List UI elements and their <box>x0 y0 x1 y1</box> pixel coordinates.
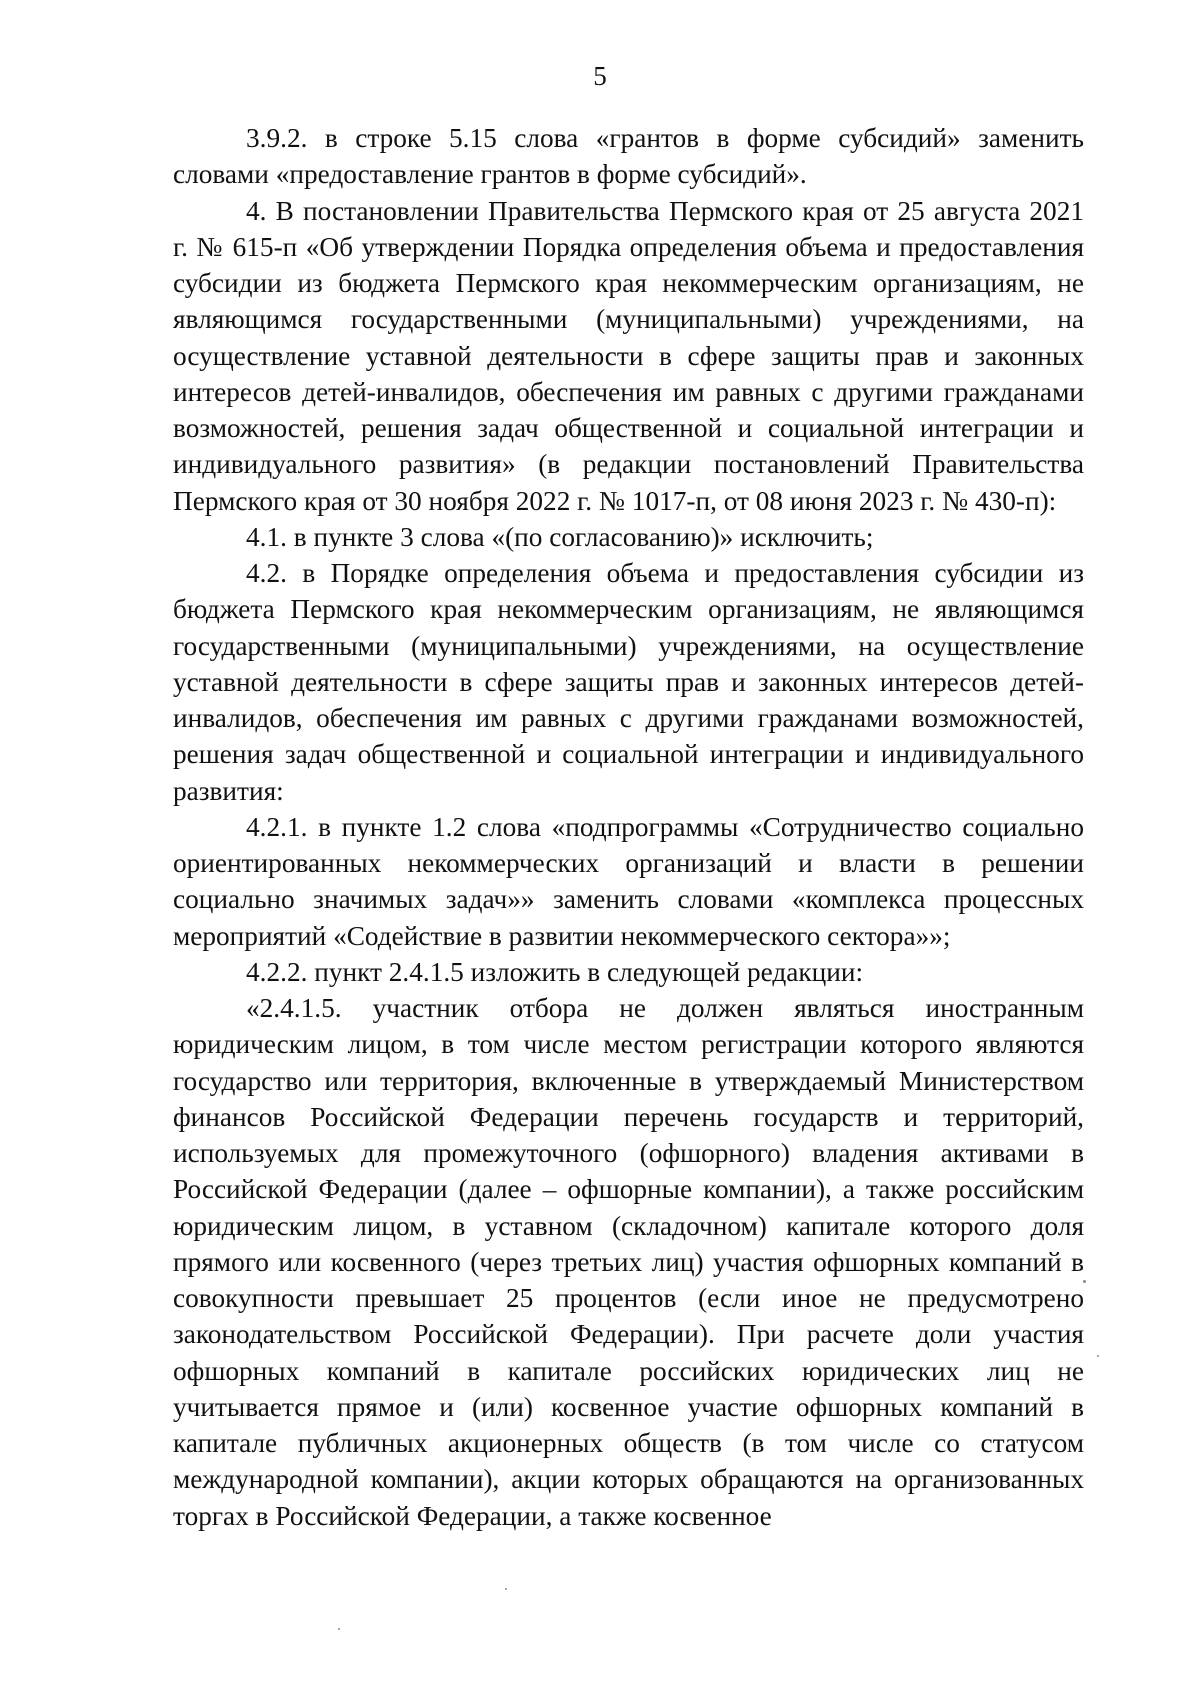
document-body <box>173 120 1084 1534</box>
paragraph-4-2-1: 4.2.1. в пункте 1.2 слова «подпрограммы «Сотрудничество социально ориентированных некоммерческих организаций и власти в решении социально значимых задач»» заменить словами «комплекса процессных мероприятий «Содействие в развитии некоммерческого сектора»»; <box>173 811 1084 951</box>
scan-speck <box>338 1628 340 1630</box>
paragraph-4-2-2: 4.2.2. пункт 2.4.1.5 изложить в следующей редакции: <box>246 956 864 987</box>
scan-speck <box>1097 1355 1099 1357</box>
paragraph-4-1: 4.1. в пункте 3 слова «(по согласованию)» исключить; <box>246 521 874 552</box>
paragraph-4: 4. В постановлении Правительства Пермского края от 25 августа 2021 г. № 615-п «Об утверждении Порядка определения объема и предоставления субсидии из бюджета Пермского края некоммерческим организациям, не являющимся государственными (муниципальными) учреждениями, на осуществление уставной деятельности в сфере защиты прав и законных интересов детей-инвалидов, обеспечения им равных с другими гражданами возможностей, решения задач общественной и социальной интеграции и индивидуального развития» (в редакции постановлений Правительства Пермского края от 30 ноября 2022 г. № 1017-п, от 08 июня 2023 г. № 430-п): <box>173 195 1084 516</box>
scan-speck <box>505 1588 507 1590</box>
paragraph-4-2: 4.2. в Порядке определения объема и предоставления субсидии из бюджета Пермского края некоммерческим организациям, не являющимся государственными (муниципальными) учреждениями, на осуществление уставной деятельности в сфере защиты прав и законных интересов детей-инвалидов, обеспечения им равных с другими гражданами возможностей, решения задач общественной и социальной интеграции и индивидуального развития: <box>173 558 1084 806</box>
paragraph-2-4-1-5: «2.4.1.5. участник отбора не должен являться иностранным юридическим лицом, в том числе местом регистрации которого являются государство или территория, включенные в утверждаемый Министерством финансов Российской Федерации перечень государств и территорий, используемых для промежуточного (офшорного) владения активами в Российской Федерации (далее – офшорные компании), а также российским юридическим лицом, в уставном (складочном) капитале которого доля прямого или косвенного (через третьих лиц) участия офшорных компаний в совокупности превышает 25 процентов (если иное не предусмотрено законодательством Российской Федерации). При расчете доли участия офшорных компаний в капитале российских юридических лиц не учитывается прямое и (или) косвенное участие офшорных компаний в капитале публичных акционерных обществ (в том числе со статусом международной компании), акции которых обращаются на организованных торгах в Российской Федерации, а также косвенное <box>173 993 1084 1531</box>
scan-speck <box>1083 1280 1086 1283</box>
page-number: 5 <box>593 61 607 91</box>
paragraph-3-9-2: 3.9.2. в строке 5.15 слова «грантов в форме субсидий» заменить словами «предоставление грантов в форме субсидий». <box>173 123 1084 190</box>
